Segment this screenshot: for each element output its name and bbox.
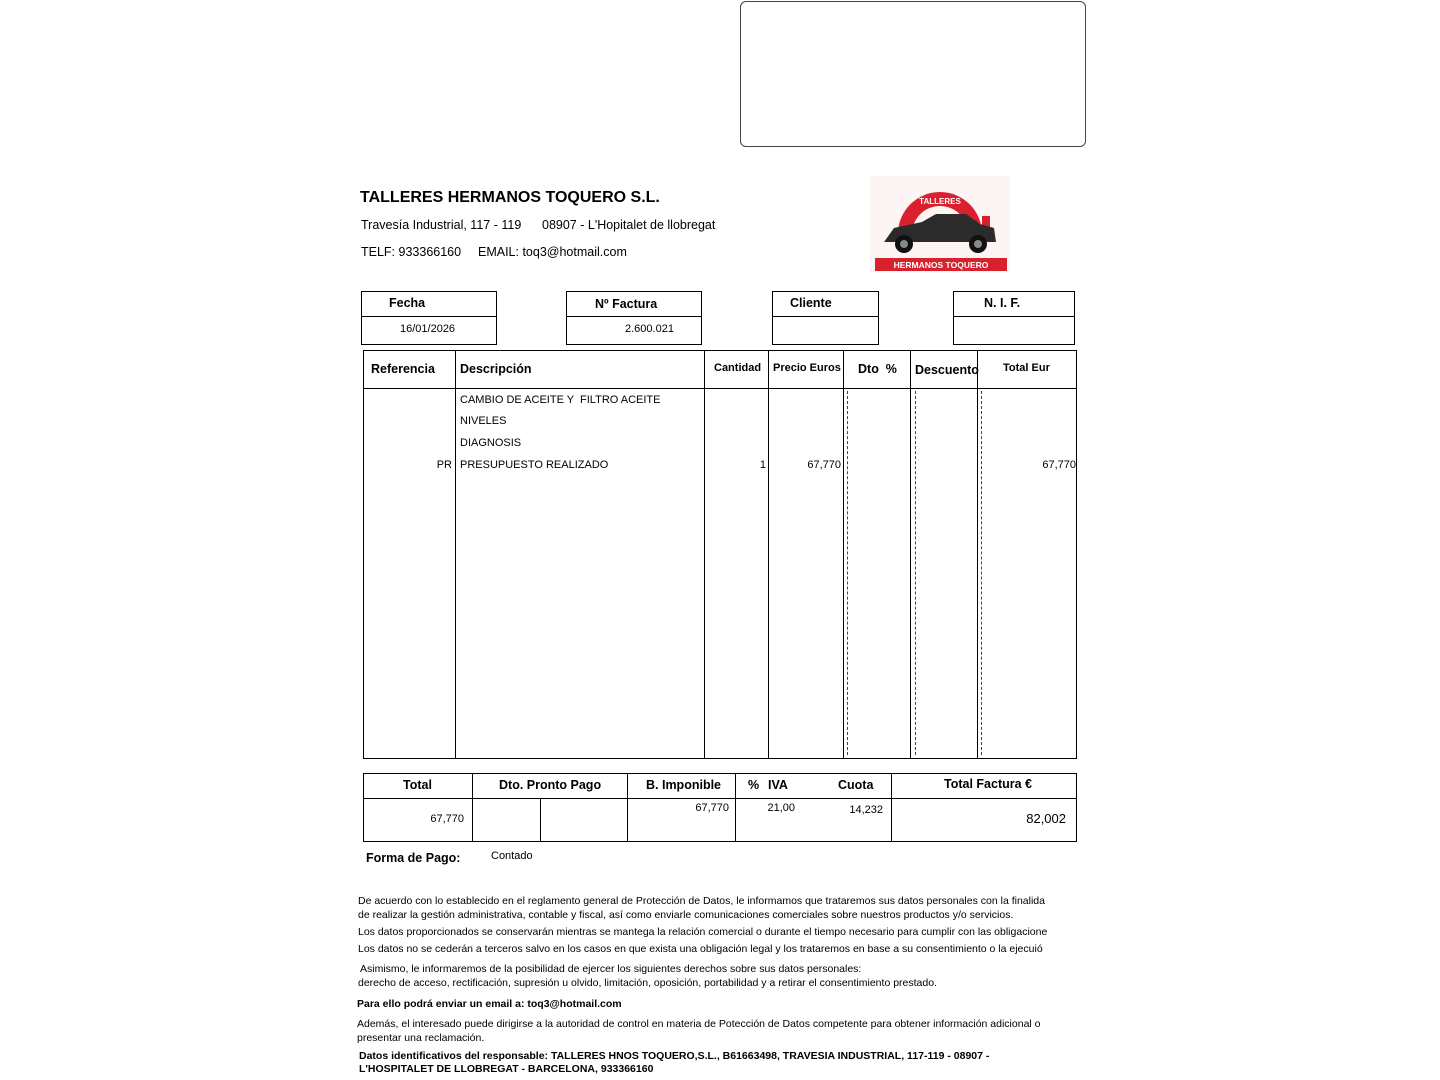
base-imponible-value: 67,770 bbox=[695, 802, 729, 814]
iva-pct-label: % bbox=[748, 778, 760, 792]
row-description: DIAGNOSIS bbox=[460, 437, 522, 449]
legal-line: De acuerdo con lo establecido en el reglamento general de Protección de Datos, le informamos que trataremos sus datos personales con la finalida bbox=[358, 895, 1045, 907]
fecha-value: 16/01/2026 bbox=[400, 323, 456, 335]
iva-value: 21,00 bbox=[767, 802, 795, 814]
payment-value: Contado bbox=[491, 850, 533, 862]
legal-line: L'HOSPITALET DE LLOBREGAT - BARCELONA, 933366160 bbox=[359, 1063, 654, 1075]
col-cantidad: Cantidad bbox=[714, 362, 762, 374]
total-factura-value: 82,002 bbox=[1026, 811, 1066, 826]
total-label: Total bbox=[403, 778, 432, 792]
row-quantity: 1 bbox=[759, 459, 766, 471]
nif-label: N. I. F. bbox=[984, 296, 1021, 310]
company-name: TALLERES HERMANOS TOQUERO S.L. bbox=[360, 189, 660, 206]
logo-arc-text: TALLERES bbox=[919, 197, 961, 206]
cliente-label: Cliente bbox=[790, 296, 832, 310]
company-email: EMAIL: toq3@hotmail.com bbox=[478, 245, 627, 259]
col-referencia: Referencia bbox=[371, 362, 435, 376]
fecha-label: Fecha bbox=[389, 296, 426, 310]
row-price: 67,770 bbox=[807, 459, 841, 471]
nif-box bbox=[953, 291, 1075, 345]
col-descripcion: Descripción bbox=[460, 362, 532, 376]
legal-line: Los datos proporcionados se conservarán mientras se mantega la relación comercial o durante el tiempo necesario para cumplir con las obligacione bbox=[358, 926, 1048, 938]
col-total: Total Eur bbox=[1003, 362, 1050, 374]
company-logo bbox=[870, 176, 1010, 272]
row-reference: PR bbox=[436, 459, 452, 471]
legal-line: Asimismo, le informaremos de la posibilidad de ejercer los siguientes derechos sobre sus datos personales: bbox=[360, 963, 862, 975]
col-dto: Dto % bbox=[858, 362, 897, 376]
factura-box bbox=[566, 291, 702, 345]
legal-line: Los datos no se cederán a terceros salvo en los casos en que exista una obligación legal y los trataremos en base a su consentimiento o la ejecuió bbox=[358, 943, 1043, 955]
row-total: 67,770 bbox=[1042, 459, 1076, 471]
row-description: CAMBIO DE ACEITE Y FILTRO ACEITE bbox=[460, 394, 661, 406]
logo-banner-text: HERMANOS TOQUERO bbox=[893, 260, 989, 270]
company-address: Travesía Industrial, 117 - 119 bbox=[361, 218, 522, 232]
legal-email-line: Para ello podrá enviar un email a: toq3@hotmail.com bbox=[357, 998, 622, 1010]
legal-paragraph bbox=[358, 894, 1088, 922]
items-table bbox=[363, 350, 1077, 759]
cuota-value: 14,232 bbox=[849, 804, 883, 816]
legal-line: de realizar la gestión administrativa, contable y fiscal, así como enviarle comunicaciones comerciales sobre nuestros productos y/o servicios. bbox=[358, 909, 1014, 921]
cuota-label: Cuota bbox=[838, 778, 874, 792]
col-descuento: Descuento bbox=[915, 363, 979, 377]
fecha-box bbox=[361, 291, 497, 345]
row-description: PRESUPUESTO REALIZADO bbox=[460, 459, 609, 471]
total-value: 67,770 bbox=[430, 813, 464, 825]
row-description: NIVELES bbox=[460, 415, 507, 427]
cliente-box bbox=[772, 291, 879, 345]
col-precio: Precio Euros bbox=[773, 362, 841, 374]
legal-line: presentar una reclamación. bbox=[357, 1032, 485, 1044]
recipient-address-box bbox=[740, 1, 1086, 147]
iva-label: IVA bbox=[768, 778, 788, 792]
legal-line: Datos identificativos del responsable: TALLERES HNOS TOQUERO,S.L., B61663498, TRAVESIA INDUSTRIAL, 117-119 - 08907 - bbox=[359, 1050, 990, 1062]
factura-value: 2.600.021 bbox=[625, 323, 674, 335]
legal-line: derecho de acceso, rectificación, supresión u olvido, limitación, oposición, portabilidad y a retirar el consentimiento prestado. bbox=[358, 977, 937, 989]
dto-pronto-pago-label: Dto. Pronto Pago bbox=[499, 778, 602, 792]
legal-line: Además, el interesado puede dirigirse a la autoridad de control en materia de Potección de Datos competente para obtener información adicional o bbox=[357, 1018, 1041, 1030]
factura-label: Nº Factura bbox=[595, 297, 658, 311]
base-imponible-label: B. Imponible bbox=[646, 778, 721, 792]
total-factura-label: Total Factura € bbox=[944, 777, 1032, 791]
legal-paragraph bbox=[358, 962, 1088, 990]
totals-table bbox=[363, 773, 1077, 842]
company-phone: TELF: 933366160 bbox=[361, 245, 462, 259]
legal-paragraph bbox=[357, 1017, 1087, 1045]
responsible-data bbox=[359, 1050, 1089, 1076]
company-postal-city: 08907 - L'Hopitalet de llobregat bbox=[542, 218, 716, 232]
payment-label: Forma de Pago: bbox=[366, 851, 461, 865]
